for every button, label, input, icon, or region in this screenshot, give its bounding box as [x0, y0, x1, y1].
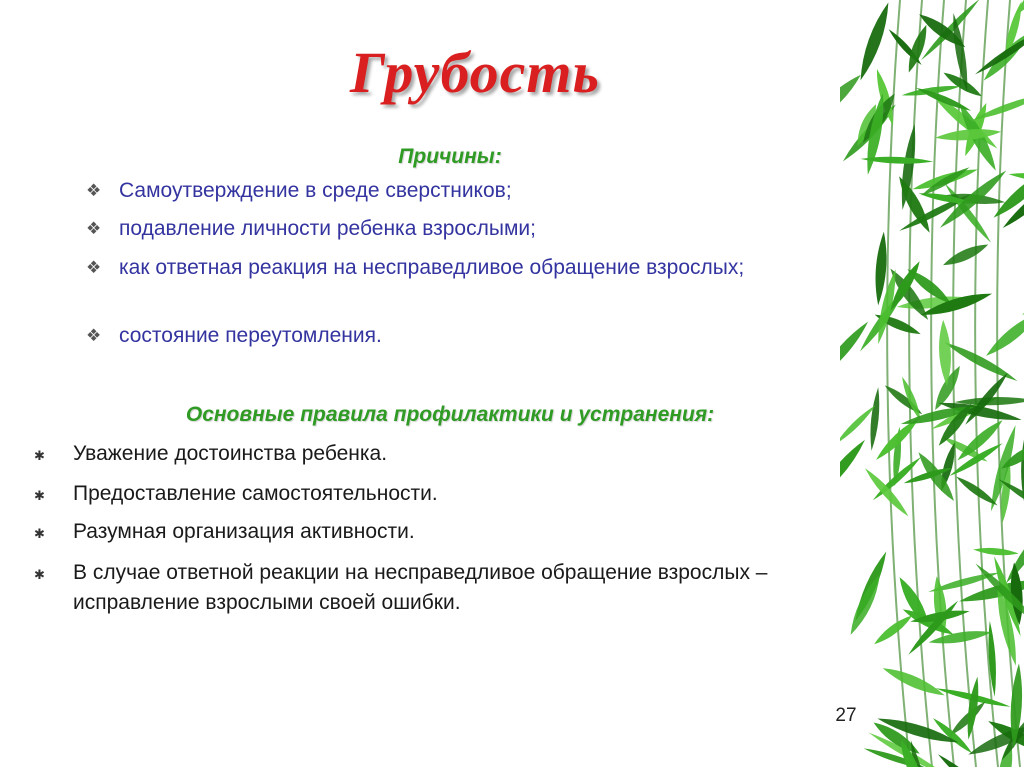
rule-text: В случае ответной реакции на несправедливое обращение взрослых – исправление взрослыми своей ошибки.: [73, 561, 768, 614]
diamond-bullet-icon: ❖: [86, 219, 102, 238]
diamond-bullet-icon: ❖: [86, 258, 102, 277]
bamboo-leaves-image: [840, 0, 1024, 767]
asterisk-bullet-icon: ✱: [34, 488, 45, 503]
cause-text: Самоутверждение в среде сверстников;: [119, 179, 512, 202]
cause-text: состояние переутомления.: [119, 324, 382, 347]
page-number: 27: [835, 705, 857, 726]
asterisk-bullet-icon: ✱: [34, 526, 45, 541]
diamond-bullet-icon: ❖: [86, 181, 102, 200]
cause-text: подавление личности ребенка взрослыми;: [119, 217, 536, 240]
rules-heading: Основные правила профилактики и устранения:: [185, 403, 715, 426]
asterisk-bullet-icon: ✱: [34, 567, 45, 582]
rule-text: Разумная организация активности.: [73, 520, 415, 543]
causes-heading: Причины:: [398, 145, 502, 168]
asterisk-bullet-icon: ✱: [34, 448, 45, 463]
diamond-bullet-icon: ❖: [86, 326, 102, 345]
cause-text: как ответная реакция на несправедливое обращение взрослых;: [119, 256, 745, 279]
rule-text: Предоставление самостоятельности.: [73, 482, 438, 505]
slide-title: Грубость: [350, 40, 600, 105]
rule-text: Уважение достоинства ребенка.: [73, 442, 388, 465]
